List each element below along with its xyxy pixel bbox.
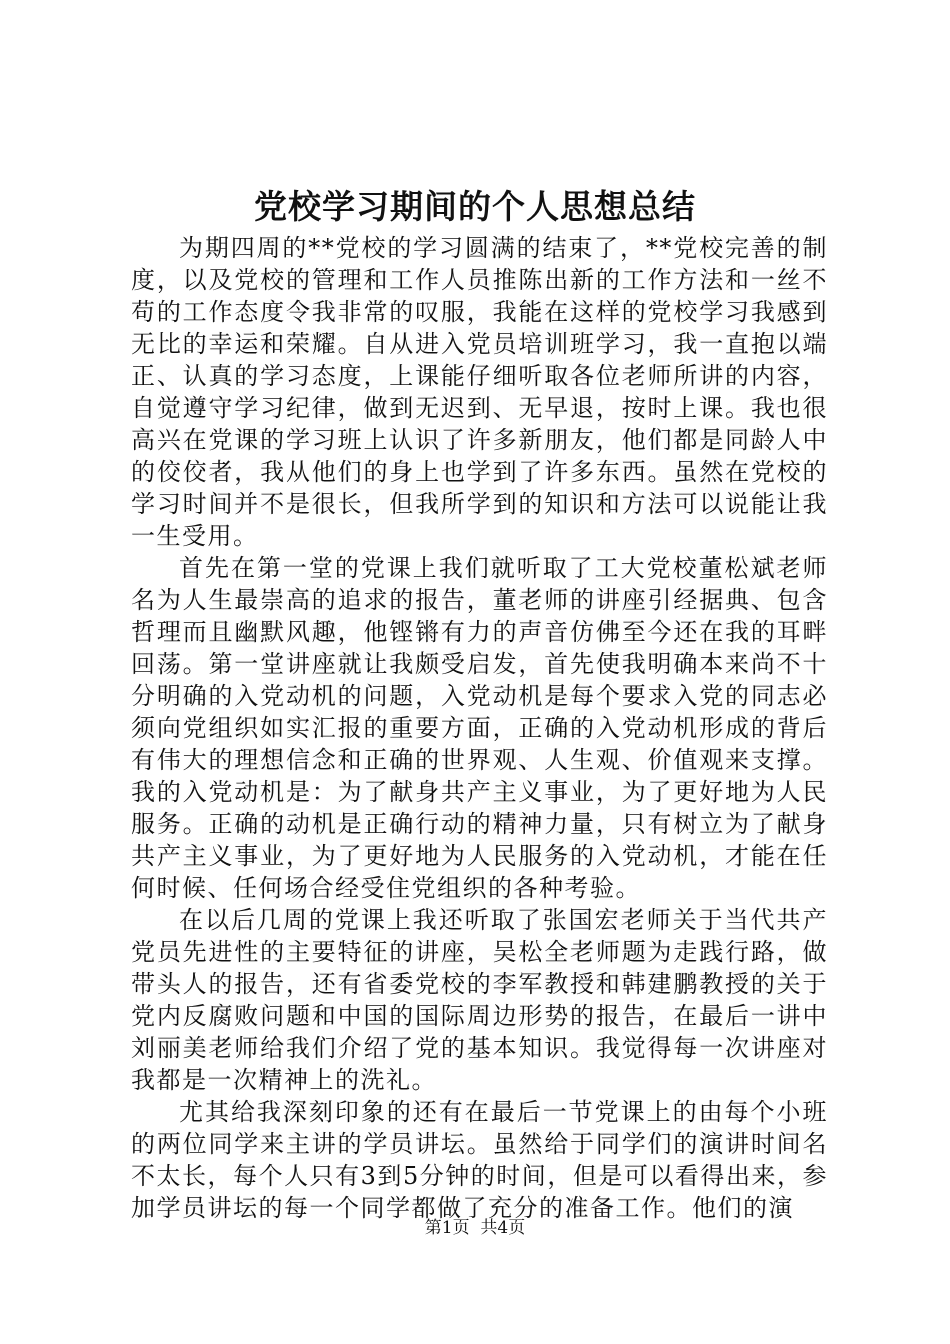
page-total: 共4页 — [480, 1218, 526, 1238]
page-number: 第1页 — [424, 1218, 470, 1238]
document-title: 党校学习期间的个人思想总结 — [254, 187, 696, 226]
paragraph: 首先在第一堂的党课上我们就听取了工大党校董松斌老师名为人生最崇高的追求的报告，董老师的讲座引经据典、包含哲理而且幽默风趣，他铿锵有力的声音仿佛至今还在我的耳畔回荡。第一堂讲座就让我颇受启发，首先使我明确本来尚不十分明确的入党动机的问题，入党动机是每个要求入党的同志必须向党组织如实汇报的重要方面，正确的入党动机形成的背后有伟大的理想信念和正确的世界观、人生观、价值观来支撑。我的入党动机是：为了献身共产主义事业，为了更好地为人民服务。正确的动机是正确行动的精神力量，只有树立为了献身共产主义事业，为了更好地为人民服务的入党动机，才能在任何时候、任何场合经受住党组织的各种考验。 — [131, 554, 828, 902]
paragraph: 在以后几周的党课上我还听取了张国宏老师关于当代共产党员先进性的主要特征的讲座，吴松全老师题为走践行路，做带头人的报告，还有省委党校的李军教授和韩建鹏教授的关于党内反腐败问题和中国的国际周边形势的报告，在最后一讲中刘丽美老师给我们介绍了党的基本知识。我觉得每一次讲座对我都是一次精神上的洗礼。 — [131, 906, 828, 1094]
paragraph: 尤其给我深刻印象的还有在最后一节党课上的由每个小班的两位同学来主讲的学员讲坛。虽然给于同学们的演讲时间名不太长，每个人只有3到5分钟的时间，但是可以看得出来，参加学员讲坛的每一个同学都做了充分的准备工作。他们的演 — [131, 1098, 828, 1222]
document-body — [131, 232, 828, 1224]
page-footer — [0, 1216, 950, 1240]
paragraph: 为期四周的**党校的学习圆满的结束了，**党校完善的制度，以及党校的管理和工作人员推陈出新的工作方法和一丝不苟的工作态度令我非常的叹服，我能在这样的党校学习我感到无比的幸运和荣耀。自从进入党员培训班学习，我一直抱以端正、认真的学习态度，上课能仔细听取各位老师所讲的内容，自觉遵守学习纪律，做到无迟到、无早退，按时上课。我也很高兴在党课的学习班上认识了许多新朋友，他们都是同龄人中的佼佼者，我从他们的身上也学到了许多东西。虽然在党校的学习时间并不是很长，但我所学到的知识和方法可以说能让我一生受用。 — [131, 234, 828, 550]
